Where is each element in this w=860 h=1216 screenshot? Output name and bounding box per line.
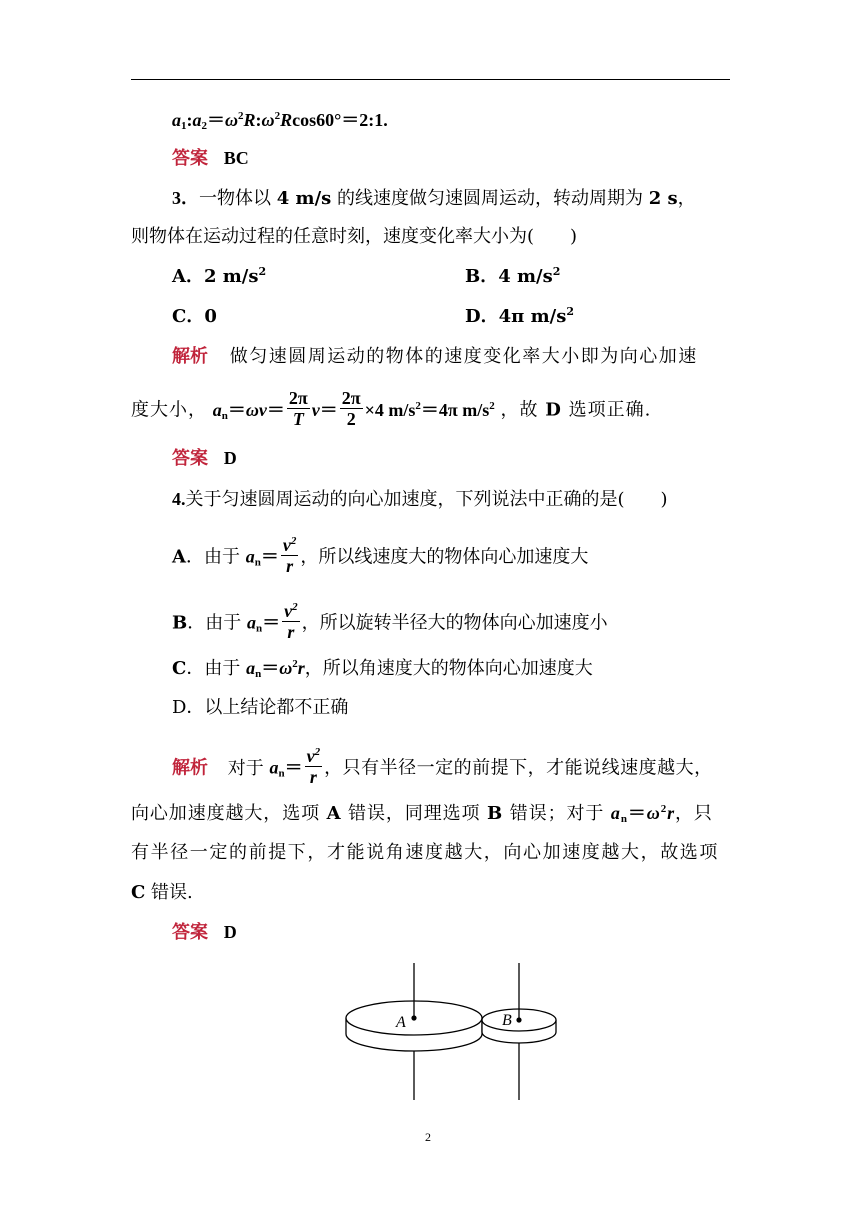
q3-analysis-line2: 度大小， $a_n=\omega v=$ $\frac{2\pi}{T}$ v＝ $\frac{2\pi}{2}$ ×4 $m/s^2=4\pi$ $m/s^2$ ，故 D 选项正确. xyxy=(131,388,652,429)
q4-stem: 4.关于匀速圆周运动的向心加速度，下列说法中正确的是( ) xyxy=(172,489,668,510)
answer-row-2: 答案 D xyxy=(172,448,237,469)
q4-option-c: C．由于 $a_n=\omega^2r$，所以角速度大的物体向心加速度大 xyxy=(172,658,593,680)
q3-stem-line1: 3．一物体以 4 m/s 的线速度做匀速圆周运动，转动周期为 2 s， xyxy=(172,188,696,209)
q3-option-a: A．2 $m/s^2$ xyxy=(172,265,267,287)
header-rule xyxy=(131,79,730,80)
label-b: B xyxy=(502,1012,512,1029)
q4-analysis-line2: 向心加速度越大，选项 A 错误，同理选项 B 错误；对于 $a_n=\omega^2r$，只 xyxy=(131,803,713,825)
answer-value: BC xyxy=(223,148,249,168)
q3-analysis-line1: 解析 做匀速圆周运动的物体的速度变化率大小即为向心加速 xyxy=(172,346,698,367)
q4-option-a: A．由于 $a_n=$ $\frac{v^2}{r}$ ，所以线速度大的物体向心加速度大 xyxy=(172,535,589,576)
answer-label: 答案 xyxy=(172,148,208,169)
q3-stem-line2: 则物体在运动过程的任意时刻，速度变化率大小为( ) xyxy=(131,226,578,247)
page-number: 2 xyxy=(425,1130,431,1144)
two-discs-figure xyxy=(340,960,570,1105)
q4-option-b: B．由于 $a_n=$ $\frac{v^2}{r}$ ，所以旋转半径大的物体向心加速度小 xyxy=(172,601,608,642)
q3-option-d: D．4π $m/s^2$ xyxy=(465,305,574,327)
q3-option-c: C．0 xyxy=(172,306,217,327)
point-a xyxy=(411,1015,416,1020)
point-b xyxy=(516,1017,521,1022)
q4-analysis-line1: 解析 对于 $a_n=$ $\frac{v^2}{r}$ ，只有半径一定的前提下，才能说线速度越大， xyxy=(172,746,713,787)
label-a: A xyxy=(396,1014,406,1031)
q3-formula: $a_n=\omega v=$ $\frac{2\pi}{T}$ v＝ $\frac{2\pi}{2}$ ×4 $m/s^2=4\pi$ $m/s^2$ xyxy=(212,388,495,429)
q3-option-b: B．4 $m/s^2$ xyxy=(465,265,561,287)
prev-solution-line: $a_1:a_2=\omega^2R:\omega^2Rcos60^\circ=2:1$. xyxy=(172,110,388,132)
q4-option-d: D．以上结论都不正确 xyxy=(172,697,349,718)
answer-row-3: 答案 D xyxy=(172,922,237,943)
q4-analysis-line4: C 错误. xyxy=(131,882,193,903)
answer-row-1 xyxy=(172,146,249,171)
q4-analysis-line3: 有半径一定的前提下，才能说角速度越大，向心加速度越大，故选项 xyxy=(131,842,719,863)
